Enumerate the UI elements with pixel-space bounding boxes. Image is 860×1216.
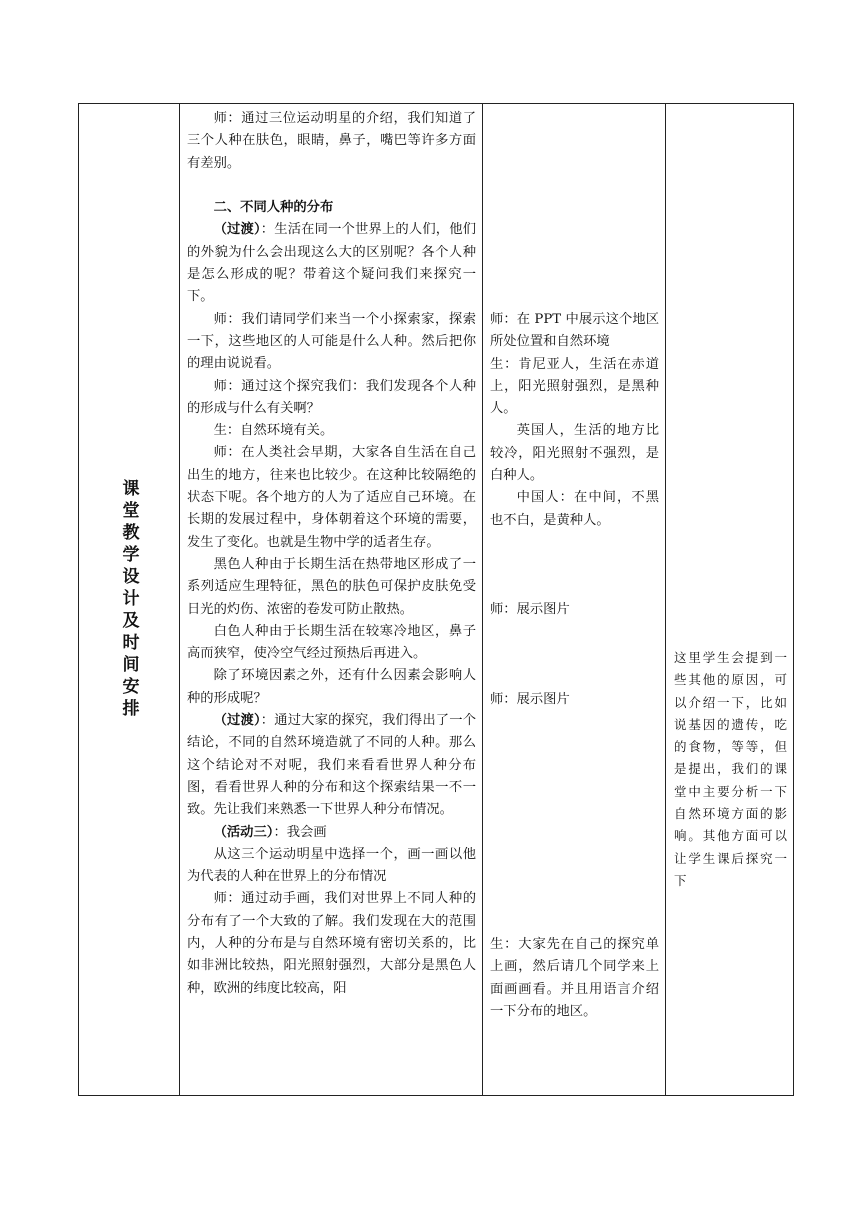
activity-block bbox=[490, 689, 659, 711]
activity-paragraph: 师：展示图片 bbox=[490, 602, 570, 617]
content-paragraph: 师：通过动手画，我们对世界上不同人种的分布有了一个大致的了解。我们发现在大的范围内，人种的分布是与自然环境有密切关系的，比如非洲比较热，阳光照射强烈，大部分是黑色人种，欧洲的纬度比较高，阳 bbox=[187, 891, 476, 996]
activity-paragraph: 英国人，生活的地方比较冷，阳光照射不强烈，是白种人。 bbox=[490, 423, 659, 484]
content-paragraph bbox=[187, 219, 476, 308]
section-heading: 二、不同人种的分布 bbox=[213, 200, 334, 216]
content-paragraph: 白色人种由于长期生活在较寒冷地区，鼻子高而狭窄，使冷空气经过预热后再进入。 bbox=[187, 623, 476, 662]
column-divider bbox=[665, 104, 666, 1095]
blank-line bbox=[187, 175, 476, 197]
activity-paragraph: 中国人：在中间，不黑也不白，是黄种人。 bbox=[490, 490, 659, 528]
column-divider bbox=[482, 104, 483, 1095]
teaching-content-cell bbox=[180, 104, 482, 1000]
lesson-plan-table bbox=[78, 103, 794, 1096]
activity-block bbox=[490, 934, 659, 1023]
activity-paragraph: 师：在 PPT 中展示这个地区所处位置和自然环境 bbox=[490, 312, 659, 350]
activity-paragraph: 师：展示图片 bbox=[490, 692, 570, 707]
paragraph-text: ：通过大家的探究，我们得出了一个结论，不同的自然环境造就了不同的人种。那么这个结论对不对呢，我们来看看世界人种分布图，看看世界人种的分布和这个探索结果一不一致。先让我们来熟悉一下世界人种分布情况。 bbox=[187, 713, 477, 818]
paragraph-lead: （过渡） bbox=[213, 222, 261, 238]
content-paragraph: 师：在人类社会早期，大家各自生活在自己出生的地方，往来也比较少。在这种比较隔绝的状态下呢。各个地方的人为了适应自己环境。在长期的发展过程中，身体朝着这个环境的需要，发生了变化。也就是生物中学的适者生存。 bbox=[187, 445, 476, 550]
content-paragraph: 从这三个运动明星中选择一个，画一画以他为代表的人种在世界上的分布情况 bbox=[187, 846, 476, 885]
paragraph-text: ：我会画 bbox=[273, 824, 327, 840]
content-paragraph: 生：自然环境有关。 bbox=[213, 423, 334, 439]
paragraph-lead: （活动三） bbox=[213, 824, 274, 840]
paragraph-lead: （过渡） bbox=[213, 713, 261, 729]
teacher-note: 这里学生会提到一些其他的原因，可以介绍一下，比如说基因的遗传，吃的食物，等等，但是提出，我们的课堂中主要分析一下自然环境方面的影响。其他方面可以让学生课后探究一下 bbox=[674, 650, 788, 888]
content-paragraph: 师：我们请同学们来当一个小探索家，探索一下，这些地区的人可能是什么人种。然后把你的理由说说看。 bbox=[187, 311, 476, 372]
activity-block bbox=[490, 599, 659, 621]
activity-block bbox=[490, 309, 659, 532]
content-paragraph: 黑色人种由于长期生活在热带地区形成了一系列适应生理特征，黑色的肤色可保护皮肤免受日光的灼伤、浓密的卷发可防止散热。 bbox=[187, 556, 476, 617]
content-paragraph: 除了环境因素之外，还有什么因素会影响人种的形成呢？ bbox=[187, 668, 476, 706]
content-paragraph bbox=[187, 710, 476, 821]
content-paragraph: 师：通过这个探究我们：我们发现各个人种的形成与什么有关啊？ bbox=[187, 378, 476, 416]
paragraph-text: ：生活在同一个世界上的人们，他们的外貌为什么会出现这么大的区别呢？各个人种是怎么形成的呢？带着这个疑问我们来探究一下。 bbox=[187, 222, 477, 305]
activity-paragraph: 生：大家先在自己的探究单上画，然后请几个同学来上面画画看。并且用语言介绍一下分布的地区。 bbox=[490, 937, 659, 1019]
content-paragraph bbox=[187, 822, 476, 844]
content-paragraph: 师：通过三位运动明星的介绍，我们知道了三个人种在肤色，眼睛，鼻子，嘴巴等许多方面有差别。 bbox=[187, 111, 476, 171]
row-label-cell bbox=[79, 104, 179, 1095]
activity-paragraph: 生：肯尼亚人，生活在赤道上，阳光照射强烈，是黑种人。 bbox=[490, 356, 659, 417]
row-label: 课堂教学设计及时间安排 bbox=[118, 478, 139, 721]
